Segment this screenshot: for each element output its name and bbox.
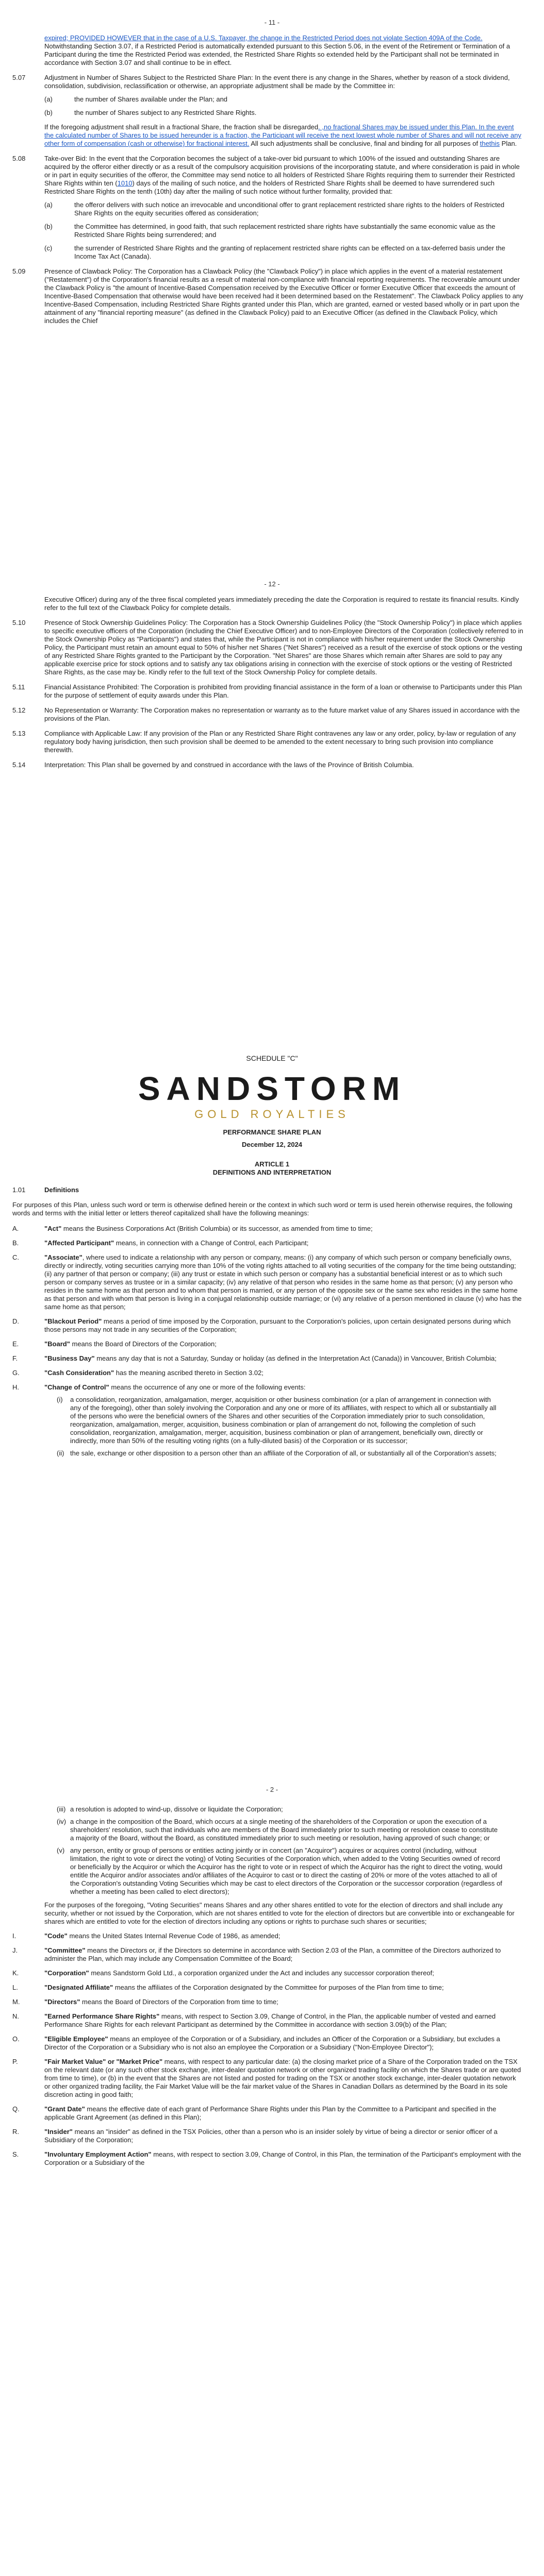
section-text: Take-over Bid: In the event that the Corporation becomes the subject of a take-over bid pursuant to which 100% of the issued and outstanding Shares are acquired by the offeror either directly or as a result of the compulsory acquisition provisions of the incorporating statute, and where consideration is paid in whole or in part in equity securities of the offeror, the Committee may send notice to all holders of Restricted Share Rights requiring them to surrender their Restricted Share Rights within ten ( (44, 155, 520, 187)
voting-securities-note: For the purposes of the foregoing, "Voting Securities" means Shares and any other shares entitled to vote for the election of directors and shall include any security, whether or not issued by the Corporation, which are not shares entitled to vote for the election of directors but are convertible into or exchangeable for shares which are entitled to vote for the election of directors including any options or rights to purchase such shares or securities; (44, 1901, 515, 1925)
definition-item (0, 1354, 544, 1363)
item-label: L. (12, 1984, 18, 1991)
tracked-change-text: expired; PROVIDED HOWEVER that in the case of a U.S. Taxpayer, the change in the Restricted Period does not violate Section 409A of the Code. (44, 34, 483, 42)
definition-item (0, 1317, 544, 1334)
section-text: Presence of Clawback Policy: The Corporation has a Clawback Policy (the "Clawback Policy") in place which applies in the event of a material restatement ("Restatement") of the Corporation's financial results as a result of material non-compliance with financial reporting requirements. The recoverable amount under the Clawback Policy is "the amount of Incentive-Based Compensation received by the Executive Officer or former Executive Officer that exceeds the amount of Incentive-Based Compensation that otherwise would have been received had it been determined based on the Restatement". The Clawback Policy applies to any Incentive-Based Compensation, including Restricted Share Rights granted under this Plan, which are granted, earned or vested based wholly or in part upon the attainment of any "financial reporting measure" (as defined in the Clawback Policy) paid to an Executive Officer (as defined in the Clawback Policy, which includes the Chief (44, 267, 523, 325)
definition-text: means the Business Corporations Act (British Columbia) or its successor, as amended from time to time; (61, 1225, 373, 1232)
defined-term: "Associate" (44, 1253, 83, 1261)
definition-item (0, 1239, 544, 1247)
section-number: 5.07 (12, 74, 26, 81)
section-number: 5.11 (12, 683, 25, 691)
section-5-11 (0, 683, 544, 700)
item-label: (ii) (57, 1449, 64, 1457)
definition-text: has the meaning ascribed thereto in Section 3.02; (114, 1369, 263, 1377)
section-number: 1.01 (12, 1186, 26, 1194)
definition-text: means an employee of the Corporation or of a Subsidiary, and includes an Officer of the Corporation or a Subsidiary, but excludes a Director of the Corporation or a Subsidiary who is not also an employee the Corporation or a Subsidiary ("Non-Employee Director"); (44, 2035, 500, 2051)
plan-date: December 12, 2024 (241, 1141, 303, 1148)
definition-item (0, 1225, 544, 1233)
definition-item (0, 1969, 544, 1977)
page-number-dash: - 2 - (266, 1786, 278, 1793)
item-text: the surrender of Restricted Share Rights and the granting of replacement restricted share rights can be effected on a tax-deferred basis under the Income Tax Act (Canada). (74, 244, 505, 260)
item-text: any person, entity or group of persons or entities acting jointly or in concert (an "Acquiror") acquires or acquires control (including, without limitation, the right to vote or direct the voting) of Voting Securities of the Corporation which, when added to the Voting Securities owned of record or beneficially by the Acquiror or which the Acquiror has the right to vote or in respect of which the Acquiror has the right to direct the voting, would entitle the Acquiror and/or associates and/or affiliates of the Acquiror to cast or to direct the casting of 20% or more of the votes attached to all of the Corporation's outstanding Voting Securities which may be cast to elect directors of the Corporation or the successor corporation (regardless of whether a meeting has been called to elect directors); (70, 1846, 503, 1895)
item-label: F. (12, 1354, 18, 1362)
defined-term: "Cash Consideration" (44, 1369, 114, 1377)
logo-tagline: GOLD ROYALTIES (194, 1108, 350, 1121)
defined-term: "Corporation" (44, 1969, 89, 1977)
coc-item (44, 1449, 523, 1458)
item-text: a change in the composition of the Board, which occurs at a single meeting of the shareholders of the Corporation or upon the execution of a shareholders' resolution, such that individuals who are members of the Board immediately prior to such meeting or resolution cease to constitute a majority of the Board, without the Board, as constituted immediately prior to such meeting or resolution, having approved of such change; or (70, 1818, 498, 1842)
item-text: the Committee has determined, in good faith, that such replacement restricted share rights have substantially the same economic value as the Restricted Share Rights being surrendered; and (74, 223, 496, 239)
definition-text: means any day that is not a Saturday, Sunday or holiday (as defined in the Interpretation Act (Canada)) in Vancouver, British Columbia; (94, 1354, 497, 1362)
item-label: P. (12, 2058, 18, 2065)
defined-term: "Involuntary Employment Action" (44, 2150, 152, 2158)
definition-text: means, with respect to any particular date: (a) the closing market price of a Share of the Corporation traded on the TSX on the relevant date (or any such other stock exchange, inter-dealer quotation network or other organized trading facility on which the Shares trade or are quoted from time to time), or (b) in the event that the Shares are not listed and posted for trading on the TSX or another stock exchange, inter-dealer quotation network or other organized trading facility, the Fair Market Value will be the fair market value of the Shares in Canadian Dollars as determined by the Board in its sole discretion acting in good faith; (44, 2058, 521, 2098)
definition-text: means the occurrence of any one or more of the following events: (109, 1383, 306, 1391)
definition-text: , where used to indicate a relationship with any person or company, means: (i) any company of which such person or company beneficially owns, directly or indirectly, voting securities carrying more than 10% of the voting rights attached to all voting securities of the company for the time being outstanding; (ii) any partner of that person or company; (iii) any trust or estate in which such person or company has a substantial beneficial interest or as to which such person or company serves as trustee or in a similar capacity; (iv) any relative of that person who resides in the same home as that person; (v) any person who resides in the same home as that person and to whom that person is married, or any person of the opposite sex or the same sex who resides in the same home as that person and with whom that person is living in a conjugal relationship outside marriage; or (vi) any relative of a person mentioned in clause (v) who has the same home as that person; (44, 1253, 522, 1311)
defined-term: "Code" (44, 1932, 68, 1940)
item-label: S. (12, 2150, 19, 2158)
definitions-list-1 (0, 1225, 544, 1458)
section-5-09 (0, 267, 544, 325)
defined-term: "Directors" (44, 1998, 80, 2006)
sandstorm-logo (0, 1071, 544, 1121)
section-5-10 (0, 619, 544, 676)
definition-text: means, with respect to Section 3.09, Change of Control, in the Plan, the applicable number of vested and earned Performance Share Rights for each relevant Participant as determined by the Committee in accordance with section 3.09(b) of the Plan; (44, 2012, 496, 2028)
item-text: the number of Shares subject to any Restricted Share Rights. (74, 109, 257, 116)
coc-item (44, 1396, 523, 1445)
item-label: O. (12, 2035, 20, 2043)
defined-term: "Business Day" (44, 1354, 95, 1362)
tracked-change-text: thethis (480, 140, 500, 147)
definition-item (0, 1932, 544, 1940)
definition-item (0, 1253, 544, 1311)
page-12 (0, 580, 544, 776)
definition-item (0, 1340, 544, 1348)
defined-term: "Committee" (44, 1946, 86, 1954)
definition-text: means a period of time imposed by the Corporation, pursuant to the Corporation's policies, upon certain designated persons during which those persons may not trade in any securities of the Corporation; (44, 1317, 511, 1333)
definition-text: means, in connection with a Change of Control, each Participant; (114, 1239, 309, 1247)
section-number: 5.14 (12, 761, 26, 769)
item-label: R. (12, 2128, 19, 2136)
item-label: (a) (44, 95, 53, 103)
item-text: the sale, exchange or other disposition to a person other than an affiliate of the Corporation of all, or substantially all of the Corporation's assets; (70, 1449, 497, 1457)
definition-text: means the Board of Directors of the Corporation from time to time; (80, 1998, 278, 2006)
article-title: DEFINITIONS AND INTERPRETATION (212, 1168, 332, 1176)
item-text: a resolution is adopted to wind-up, dissolve or liquidate the Corporation; (70, 1805, 283, 1813)
section-text: ) days of the mailing of such notice, and the holders of Restricted Share Rights shall be deemed to have surrendered such Restricted Share Rights on the tenth (10th) day after the mailing of such notice without further formality, provided that: (44, 179, 494, 195)
definition-item (0, 1369, 544, 1377)
defined-term: "Act" (44, 1225, 62, 1232)
section-5-14 (0, 761, 544, 769)
page-number: - 11 - (264, 19, 280, 26)
item-label: (b) (44, 223, 53, 230)
schedule-heading: SCHEDULE "C" (246, 1054, 298, 1062)
section-number: 5.12 (12, 706, 26, 714)
definition-text: means the effective date of each grant of Performance Share Rights under this Plan by the Committee to a Participant and specified in the applicable Grant Agreement (as defined in this Plan); (44, 2105, 497, 2121)
section-5-13 (0, 730, 544, 754)
coc-item (44, 1818, 523, 1842)
item-label: C. (12, 1253, 19, 1261)
item-text: the number of Shares available under the Plan; and (74, 95, 228, 103)
definitions-list-2 (0, 1932, 544, 2167)
definition-item (0, 2012, 544, 2029)
item-text: a consolidation, reorganization, amalgamation, merger, acquisition or other business combination (or a plan of arrangement in connection with any of the foregoing), other than solely involving the Corporation and any one or more of its affiliates, with respect to which all or substantially all of the persons who were the beneficial owners of the Shares and other securities of the Corporation immediately prior to such consolidation, reorganization, amalgamation, merger, acquisition, business combination or plan of arrangement do not, following the completion of such consolidation, reorganization, amalgamation, merger, acquisition, business combination or plan of arrangement, beneficially own, directly or indirectly, more than 50% of the resulting voting rights (on a fully-diluted basis) of the Corporation or its successor; (70, 1396, 497, 1445)
item-label: H. (12, 1383, 19, 1391)
item-label: (i) (57, 1396, 63, 1403)
section-1-01 (0, 1186, 544, 1194)
coc-item (44, 1805, 523, 1814)
section-text: Interpretation: This Plan shall be governed by and construed in accordance with the laws of the Province of British Columbia. (44, 761, 414, 769)
paragraph-text: If the foregoing adjustment shall result in a fractional Share, the fraction shall be disregarded (44, 123, 319, 131)
section-text: Adjustment in Number of Shares Subject to the Restricted Share Plan: In the event there is any change in the Shares, whether by reason of a stock dividend, consolidation, subdivision, reclassification or otherwise, an appropriate adjustment shall be made by the Committee in: (44, 74, 510, 90)
definition-item (0, 2128, 544, 2144)
item-label: Q. (12, 2105, 20, 2113)
item-label: J. (12, 1946, 18, 1954)
item-label: (iv) (57, 1818, 67, 1825)
definition-text: means the United States Internal Revenue Code of 1986, as amended; (67, 1932, 281, 1940)
definition-text: means an "insider" as defined in the TSX Policies, other than a person who is an insider solely by virtue of being a director or senior officer of a Subsidiary of the Corporation; (44, 2128, 498, 2144)
page-number: - 12 - (264, 580, 280, 588)
article-number: ARTICLE 1 (254, 1160, 290, 1168)
definition-text: means, with respect to section 3.09, Change of Control, in this Plan, the termination of the Participant's employment with the Corporation or a Subsidiary of the (44, 2150, 521, 2166)
item-label: (c) (44, 244, 53, 252)
section-text: No Representation or Warranty: The Corporation makes no representation or warranty as to the future market value of any Shares issued in accordance with the provisions of the Plan. (44, 706, 520, 722)
section-5-12 (0, 706, 544, 723)
definition-item (0, 2058, 544, 2099)
definition-item (0, 2105, 544, 2122)
definition-text: means the Directors or, if the Directors so determine in accordance with Section 2.03 of the Plan, a committee of the Directors authorized to administer the Plan, which may include any Compensation Committee of the Board; (44, 1946, 501, 1962)
coc-continued (0, 1801, 544, 1926)
coc-item (44, 1846, 523, 1896)
paragraph-text: Plan. (500, 140, 517, 147)
definition-text: means Sandstorm Gold Ltd., a corporation organized under the Act and includes any successor corporation thereof; (89, 1969, 434, 1977)
item-label: E. (12, 1340, 19, 1348)
item-label: I. (12, 1932, 17, 1940)
page-definitions-cont (0, 1786, 544, 2173)
item-label: (v) (57, 1846, 65, 1854)
defined-term: "Eligible Employee" (44, 2035, 108, 2043)
definition-text: means the Board of Directors of the Corporation; (70, 1340, 217, 1348)
defined-term: "Designated Affiliate" (44, 1984, 113, 1991)
defined-term: "Affected Participant" (44, 1239, 114, 1247)
tracked-change-text: 1010 (117, 179, 133, 187)
definition-item (0, 1998, 544, 2006)
definition-item (0, 1383, 544, 1458)
paragraph-text: Notwithstanding Section 3.07, if a Restricted Period is automatically extended pursuant to this Section 5.06, in the event of the Retirement or Termination of a Participant during the time the Restricted Period was extended, the Restricted Share Rights so extended held by the Participant shall not be terminated in accordance with Section 3.07 and shall continue to be in effect. (44, 42, 510, 66)
item-label: (iii) (57, 1805, 66, 1813)
defined-term: "Change of Control" (44, 1383, 109, 1391)
definitions-intro: For purposes of this Plan, unless such word or term is otherwise defined herein or the context in which such word or term is used herein otherwise requires, the following words and terms with the initial letter or letters thereof capitalized shall have the following meanings: (12, 1201, 513, 1217)
defined-term: "Blackout Period" (44, 1317, 102, 1325)
section-5-07 (0, 74, 544, 148)
item-label: (b) (44, 109, 53, 116)
tracked-change-text: . ,no fractional Shares may be issued under this Plan. In the event the calculated number of Shares to be issued hereunder is a fraction, the Participant will receive the next lowest whole number of Shares and will not receive any other form of compensation (cash or otherwise) for fractional interest. (44, 123, 521, 147)
section-text: Executive Officer) during any of the three fiscal completed years immediately preceding the date the Corporation is required to restate its financial results. Kindly refer to the full text of the Clawback Policy for complete details. (44, 596, 519, 612)
plan-title: PERFORMANCE SHARE PLAN (223, 1128, 321, 1136)
section-text: Financial Assistance Prohibited: The Corporation is prohibited from providing financial assistance in the form of a loan or otherwise to Participants under this Plan for the purpose of settlement of equity awards under this Plan. (44, 683, 522, 699)
definition-item (0, 2035, 544, 2052)
definition-item (0, 2150, 544, 2167)
section-5-06-tail (0, 34, 544, 67)
section-number: 5.10 (12, 619, 26, 626)
item-label: M. (12, 1998, 20, 2006)
item-label: B. (12, 1239, 19, 1247)
item-label: (a) (44, 201, 53, 209)
defined-term: "Earned Performance Share Rights" (44, 2012, 160, 2020)
item-label: K. (12, 1969, 19, 1977)
defined-term: "Grant Date" (44, 2105, 85, 2113)
page-11 (0, 19, 544, 332)
item-label: N. (12, 2012, 19, 2020)
item-label: A. (12, 1225, 19, 1232)
item-label: G. (12, 1369, 20, 1377)
section-text: Compliance with Applicable Law: If any provision of the Plan or any Restricted Share Right contravenes any law or any order, policy, by-law or regulation of any regulatory body having jurisdiction, then such provision shall be deemed to be amended to the extent necessary to bring such provision into compliance therewith. (44, 730, 516, 754)
definition-text: means the affiliates of the Corporation designated by the Committee for purposes of the Plan from time to time; (113, 1984, 444, 1991)
section-heading: Definitions (44, 1186, 79, 1194)
section-text: Presence of Stock Ownership Guidelines Policy: The Corporation has a Stock Ownership Guidelines Policy (the "Stock Ownership Policy") in place which applies to specific executive officers of the Corporation (including the Chief Executive Officer) and to non-Employee Directors of the Corporation (collectively referred to in the Stock Ownership Policy as "Participants") and states that, while the Participant is not in compliance with his/her requirement under the Stock Ownership Policy, the Participant must retain an amount equal to 50% of his/her net Shares ("Net Shares") received as a result of the exercise of stock options or the vesting of any Restricted Share Rights granted to the Participant by the Corporation. "Net Shares" are those Shares which remain after Shares are sold to pay any applicable exercise price for stock options and to satisfy any tax obligations arising in connection with the exercise of stock options or the vesting of Restricted Share Rights, as the case may be. Kindly refer to the full text of the Stock Ownership Policy for complete details. (44, 619, 523, 676)
defined-term: "Fair Market Value" or "Market Price" (44, 2058, 163, 2065)
paragraph-text: All such adjustments shall be conclusive, final and binding for all purposes of (249, 140, 480, 147)
logo-wordmark: SANDSTORM (138, 1070, 406, 1107)
item-label: D. (12, 1317, 19, 1325)
defined-term: "Board" (44, 1340, 70, 1348)
schedule-c (0, 1054, 544, 1464)
section-number: 5.13 (12, 730, 26, 737)
definition-item (0, 1946, 544, 1963)
section-number: 5.09 (12, 267, 26, 275)
section-5-09-cont (0, 596, 544, 612)
section-5-08 (0, 155, 544, 261)
item-text: the offeror delivers with such notice an irrevocable and unconditional offer to grant replacement restricted share rights to the holders of Restricted Share Rights on the equity securities offered as consideration; (74, 201, 505, 217)
defined-term: "Insider" (44, 2128, 73, 2136)
section-number: 5.08 (12, 155, 26, 162)
definition-item (0, 1984, 544, 1992)
